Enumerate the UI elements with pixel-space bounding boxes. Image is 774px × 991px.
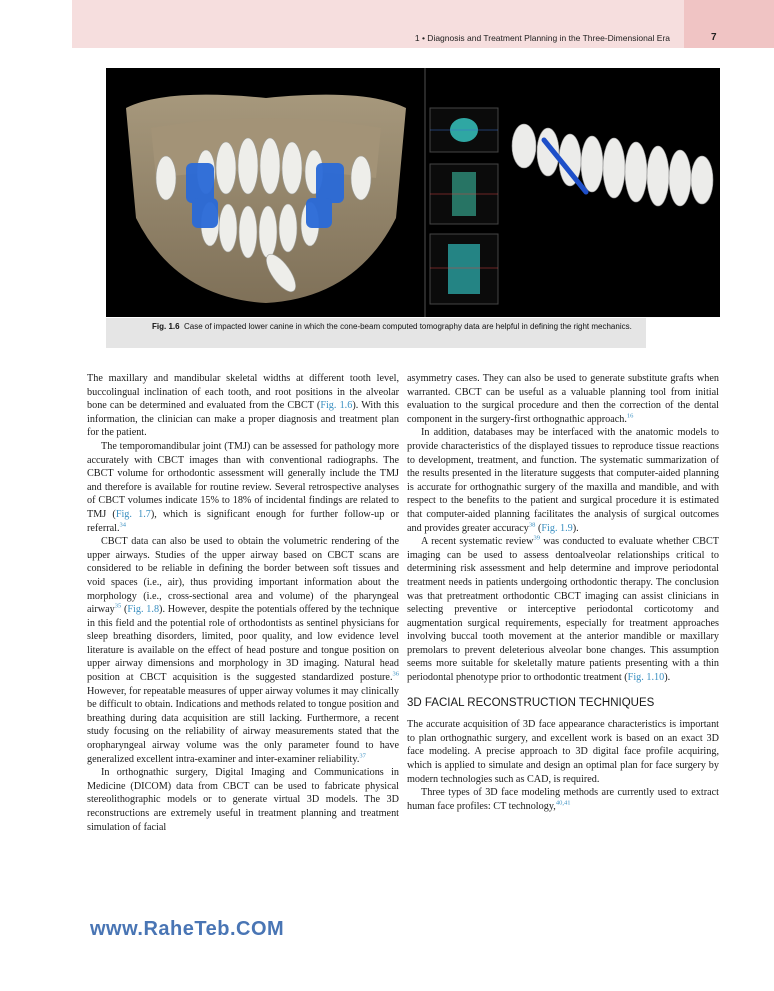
- citation-link[interactable]: 36: [392, 670, 399, 678]
- cbct-skull-render: [106, 68, 424, 317]
- citation-link[interactable]: 16: [626, 412, 634, 420]
- paragraph: The accurate acquisition of 3D face appearance characteristics is important to plan orthognathic surgery, and excellent work is based on an exact 3D face modeling. A precise approach to 3D digital face profile acquiring, which is applied to simulate and design an optimal plan for face surgery by modern technologies such as CAD, is required.: [407, 719, 719, 785]
- paragraph: A recent systematic review$^{39}$ was conducted to evaluate whether CBCT imaging can be used to assess dentoalveolar relationships critical to determining risk assessment and help determine and improve periodontal treatment needs in patients undergoing orthodontic therapy. The conclusion was that pretreatment orthodontic CBCT imaging can assist clinicians in selecting preventive or interceptive periodontal corticotomy and augmentation surgical requirements, especially for treatment approaches involving buccal tooth movement at the anterior mandible or maxillary premolars to prevent deleterious alveolar bone changes. This assumption seems more suitable for skeletally mature patients presenting with a thin periodontal phenotype prior to orthodontic treatment (Fig. 1.10).: [407, 534, 719, 684]
- figure-reference-link[interactable]: Fig. 1.10: [627, 672, 665, 684]
- page-header-corner: [684, 0, 774, 48]
- section-heading: 3D FACIAL RECONSTRUCTION TECHNIQUES: [407, 696, 655, 709]
- paragraph: Three types of 3D face modeling methods are currently used to extract human face profiles: CT technology,$^{40,41}$: [407, 787, 719, 812]
- paragraph: CBCT data can also be used to obtain the volumetric rendering of the upper airways. Studies of the upper airway based on CBCT scans are considered to be reliable in defining the border between soft tissues and void spaces (i.e., air), thus providing important information about the morphology (i.e., cross-sectional area and volume) of the pharyngeal airway$^{35}$ (Fig. 1.8). However, despite the potentials offered by the technique in this field and the potential role of orthodontists as sentinel physicians for sleep breathing disorders, limited, poor quality, and low evidence level literature is available on the effect of head posture and tongue position on upper airway dimensions and morphology in 3D imaging. Natural head position at CBCT acquisition is the suggested standardized posture.$^{36}$ However, for repeatable measures of upper airway volumes it may clinically be difficult to obtain. Indications and methods related to tongue position and breathing during data acquisition are still lacking. Furthermore, a recent study focusing on the reliability of airway measurements stated that the oropharyngeal airway volume was the only parameter found to have generalized excellent intra-examiner and inter-examiner reliability.$^{37}$: [87, 536, 399, 765]
- figure-reference-link[interactable]: Fig. 1.9: [541, 522, 573, 534]
- figure-reference-link[interactable]: Fig. 1.7: [115, 508, 151, 520]
- body-column-left: [87, 372, 399, 834]
- citation-link[interactable]: 38: [528, 521, 536, 529]
- citation-link[interactable]: 34: [119, 521, 127, 529]
- paragraph: The temporomandibular joint (TMJ) can be assessed for pathology more accurately with CBCT images than with conventional radiographs. The CBCT volume for orthodontic assessment will generally include the TMJ and therefore is available for routine review. Several retrospective analyses of CBCT volumes indicate 15% to 18% of incidental findings are related to TMJ (Fig. 1.7), which is significant enough for further follow-up or referral.$^{34}$: [87, 440, 400, 534]
- figure-1-6: [106, 68, 720, 317]
- running-head: 1 • Diagnosis and Treatment Planning in the Three-Dimensional Era: [414, 33, 670, 43]
- figure-label: Fig. 1.6: [152, 322, 180, 331]
- paragraph: The maxillary and mandibular skeletal widths at different tooth level, buccolingual inclination of each tooth, and root positions in the alveolar bone can be determined and evaluated from the CBCT (Fig. 1.6). With this information, the clinician can make a proper diagnosis and treatment plan for the patient.: [87, 373, 399, 439]
- figure-reference-link[interactable]: Fig. 1.8: [127, 604, 160, 616]
- paragraph: asymmetry cases. They can also be used to generate substitute grafts when warranted. CBCT can be useful as a valuable planning tool from initial evaluation to the surgical procedure and then the correction of the dental component in the surgery-first orthognathic approach.$^{16}$: [407, 373, 719, 425]
- figure-caption: [152, 321, 638, 333]
- cbct-slice-views: [424, 68, 720, 317]
- citation-link[interactable]: 37: [359, 752, 366, 760]
- paragraph: In addition, databases may be interfaced with the anatomic models to provide characteristics of the displayed tissues to reproduce tissue reactions to development, treatment, and function. The systematic summarization of the results presented in the literature suggests that computer-aided planning is accurate for orthognathic surgery of the maxilla and mandible, and with respect to the benefits to the patient and surgical procedure it is estimated that computer-aided planning facilitates the analysis of surgical outcomes and provides greater accuracy$^{38}$ (Fig. 1.9).: [407, 427, 719, 534]
- citation-link[interactable]: 35: [114, 602, 122, 610]
- watermark-logo: www.RaheTeb.COM: [90, 918, 285, 940]
- citation-link[interactable]: 40,41: [555, 799, 571, 807]
- figure-reference-link[interactable]: Fig. 1.6: [320, 400, 353, 412]
- citation-link[interactable]: 39: [533, 534, 540, 542]
- figure-caption-text: Case of impacted lower canine in which the cone-beam computed tomography data are helpful in defining the right mechanics.: [184, 322, 632, 331]
- page-number: 7: [711, 32, 717, 43]
- paragraph: In orthognathic surgery, Digital Imaging and Communications in Medicine (DICOM) data from CBCT can be used to fabricate physical stereolithographic models or to generate virtual 3D models. The 3D reconstructions are extremely useful in treatment planning and treatment simulation of facial: [87, 767, 399, 833]
- body-column-right: [407, 372, 719, 813]
